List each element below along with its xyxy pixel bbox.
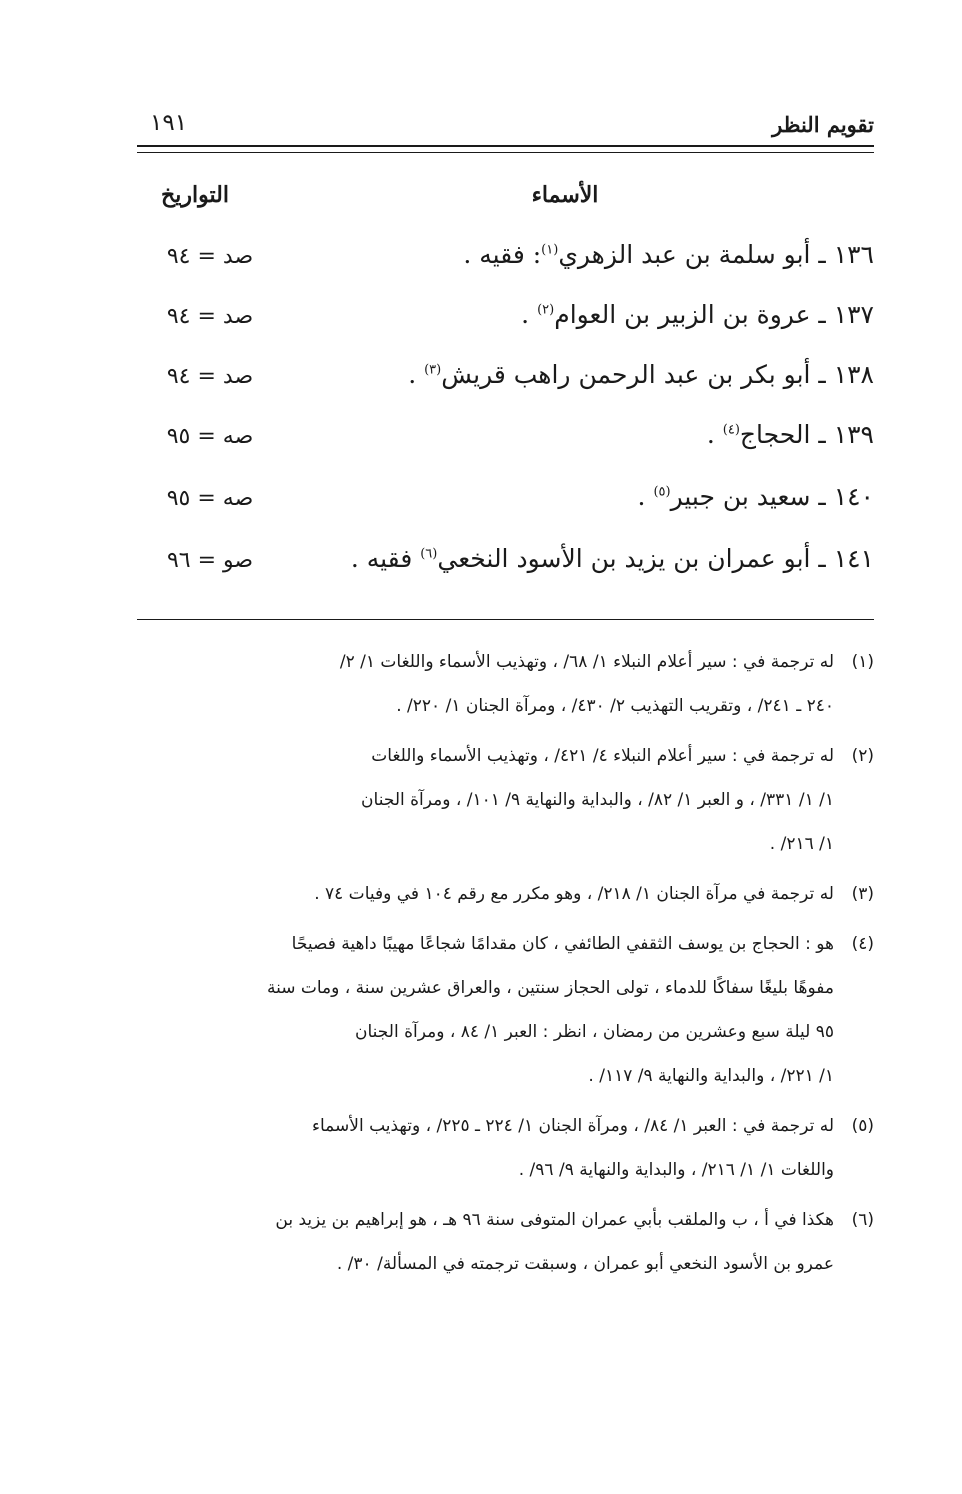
footnote-ref: (٥)	[653, 484, 671, 500]
footnote-line: عمرو بن الأسود النخعي أبو عمران ، وسبقت ترجمته في المسألة/ ٣٠/ .	[336, 1254, 834, 1274]
entry-name: ١٣٧ ـ عروة بن الزبير بن العوام$^{(٢)}$ .	[521, 300, 874, 329]
footnote-line: هو : الحجاج بن يوسف الثقفي الطائفي ، كان مقدامًا شجاعًا مهيبًا داهية فصيحًا	[291, 934, 834, 954]
footnote-ref: (٦)	[420, 546, 438, 562]
footnote-ref: (٤)	[722, 422, 740, 438]
footnote-line: واللغات ١/ ١/ ٢١٦/ ، والبداية والنهاية ٩/ ٩٦/ .	[518, 1160, 834, 1180]
footnote	[137, 872, 874, 916]
footnote-line: ١/ ٢١٦/ .	[769, 834, 834, 854]
entry-name: ١٣٦ ـ أبو سلمة بن عبد الزهري$^{(١)}$: فقيه .	[463, 240, 874, 269]
footnote-ref: (٣)	[424, 362, 442, 378]
footnote-line: ١/ ١/ ٣٣١/ ، و العبر ١/ ٨٢/ ، والبداية والنهاية ٩/ ١٠١/ ، ومرآة الجنان	[361, 790, 834, 810]
footnote-line: ٢٤٠ ـ ٢٤١/ ، وتقريب التهذيب ٢/ ٤٣٠/ ، ومرآة الجنان ١/ ٢٢٠/ .	[396, 696, 834, 716]
footnote-line: له ترجمة في مرآة الجنان ١/ ٢١٨/ ، وهو مكرر مع رقم ١٠٤ في وفيات ٧٤ .	[314, 884, 834, 904]
entry-row	[130, 544, 874, 588]
entry-name: ١٤١ ـ أبو عمران بن يزيد بن الأسود النخعي$^{(٦)}$ فقيه .	[350, 544, 874, 573]
footnote-ref: (١)	[541, 242, 559, 258]
entry-date: صد = ٩٤	[166, 364, 254, 389]
footnote-number: (٦)	[851, 1210, 874, 1230]
entry-row	[130, 300, 874, 344]
footnote-line: ٩٥ ليلة سبع وعشرين من رمضان ، انظر : العبر ١/ ٨٤ ، ومرآة الجنان	[355, 1022, 834, 1042]
footnote	[137, 1198, 874, 1286]
footnote-number: (٣)	[851, 884, 874, 904]
footnote-number: (١)	[851, 652, 874, 672]
footnote-line: مفوهًا بليغًا سفاكًا للدماء ، تولى الحجاز سنتين ، والعراق عشرين سنة ، ومات سنة	[266, 978, 834, 998]
footnote-number: (٢)	[851, 746, 874, 766]
entry-date: صو = ٩٦	[166, 548, 254, 573]
column-header-dates: التواريخ	[161, 182, 229, 208]
footnote-text	[137, 640, 834, 728]
footnote-text	[137, 1198, 834, 1286]
footnote-separator	[137, 619, 874, 620]
footnote-line: له ترجمة في : سير أعلام النبلاء ١/ ٦٨/ ، وتهذيب الأسماء واللغات ١/ ٢/	[339, 652, 834, 672]
footnote-line: له ترجمة في : سير أعلام النبلاء ٤/ ٤٢١/ ، وتهذيب الأسماء واللغات	[371, 746, 834, 766]
entry-row	[130, 240, 874, 284]
column-header-names: الأسماء	[531, 182, 599, 208]
footnote-text	[137, 872, 834, 916]
entry-row	[130, 360, 874, 404]
footnote-line: له ترجمة في : العبر ١/ ٨٤/ ، ومرآة الجنان ١/ ٢٢٤ ـ ٢٢٥/ ، وتهذيب الأسماء	[312, 1116, 834, 1136]
entry-row	[130, 420, 874, 464]
footnote-text	[137, 734, 834, 866]
footnote-text	[137, 1104, 834, 1192]
footnote	[137, 640, 874, 728]
header-rule-thin	[137, 152, 874, 153]
entry-date: صد = ٩٤	[166, 244, 254, 269]
footnote-ref: (٢)	[537, 302, 555, 318]
footnote	[137, 922, 874, 1098]
footnote-number: (٥)	[851, 1116, 874, 1136]
entry-row	[130, 482, 874, 526]
entry-name: ١٣٨ ـ أبو بكر بن عبد الرحمن راهب قريش$^{(٣)}$ .	[408, 360, 874, 389]
entry-name: ١٣٩ ـ الحجاج$^{(٤)}$ .	[706, 420, 874, 449]
entry-date: صه = ٩٥	[166, 424, 254, 449]
footnote	[137, 1104, 874, 1192]
footnote	[137, 734, 874, 866]
footnote-line: هكذا في أ ، ب والملقب بأبي عمران المتوفى سنة ٩٦ هـ ، هو إبراهيم بن يزيد بن	[275, 1210, 834, 1230]
running-header-title: تقويم النظر	[772, 112, 874, 137]
page-number: ١٩١	[150, 110, 188, 136]
footnotes-section	[137, 640, 874, 1292]
entry-date: صد = ٩٤	[166, 304, 254, 329]
footnote-number: (٤)	[851, 934, 874, 954]
footnote-line: ١/ ٢٢١/ ، والبداية والنهاية ٩/ ١١٧/ .	[588, 1066, 834, 1086]
footnote-text	[137, 922, 834, 1098]
entry-date: صه = ٩٥	[166, 486, 254, 511]
header-rule	[137, 145, 874, 147]
entry-name: ١٤٠ ـ سعيد بن جبير$^{(٥)}$ .	[637, 482, 874, 511]
